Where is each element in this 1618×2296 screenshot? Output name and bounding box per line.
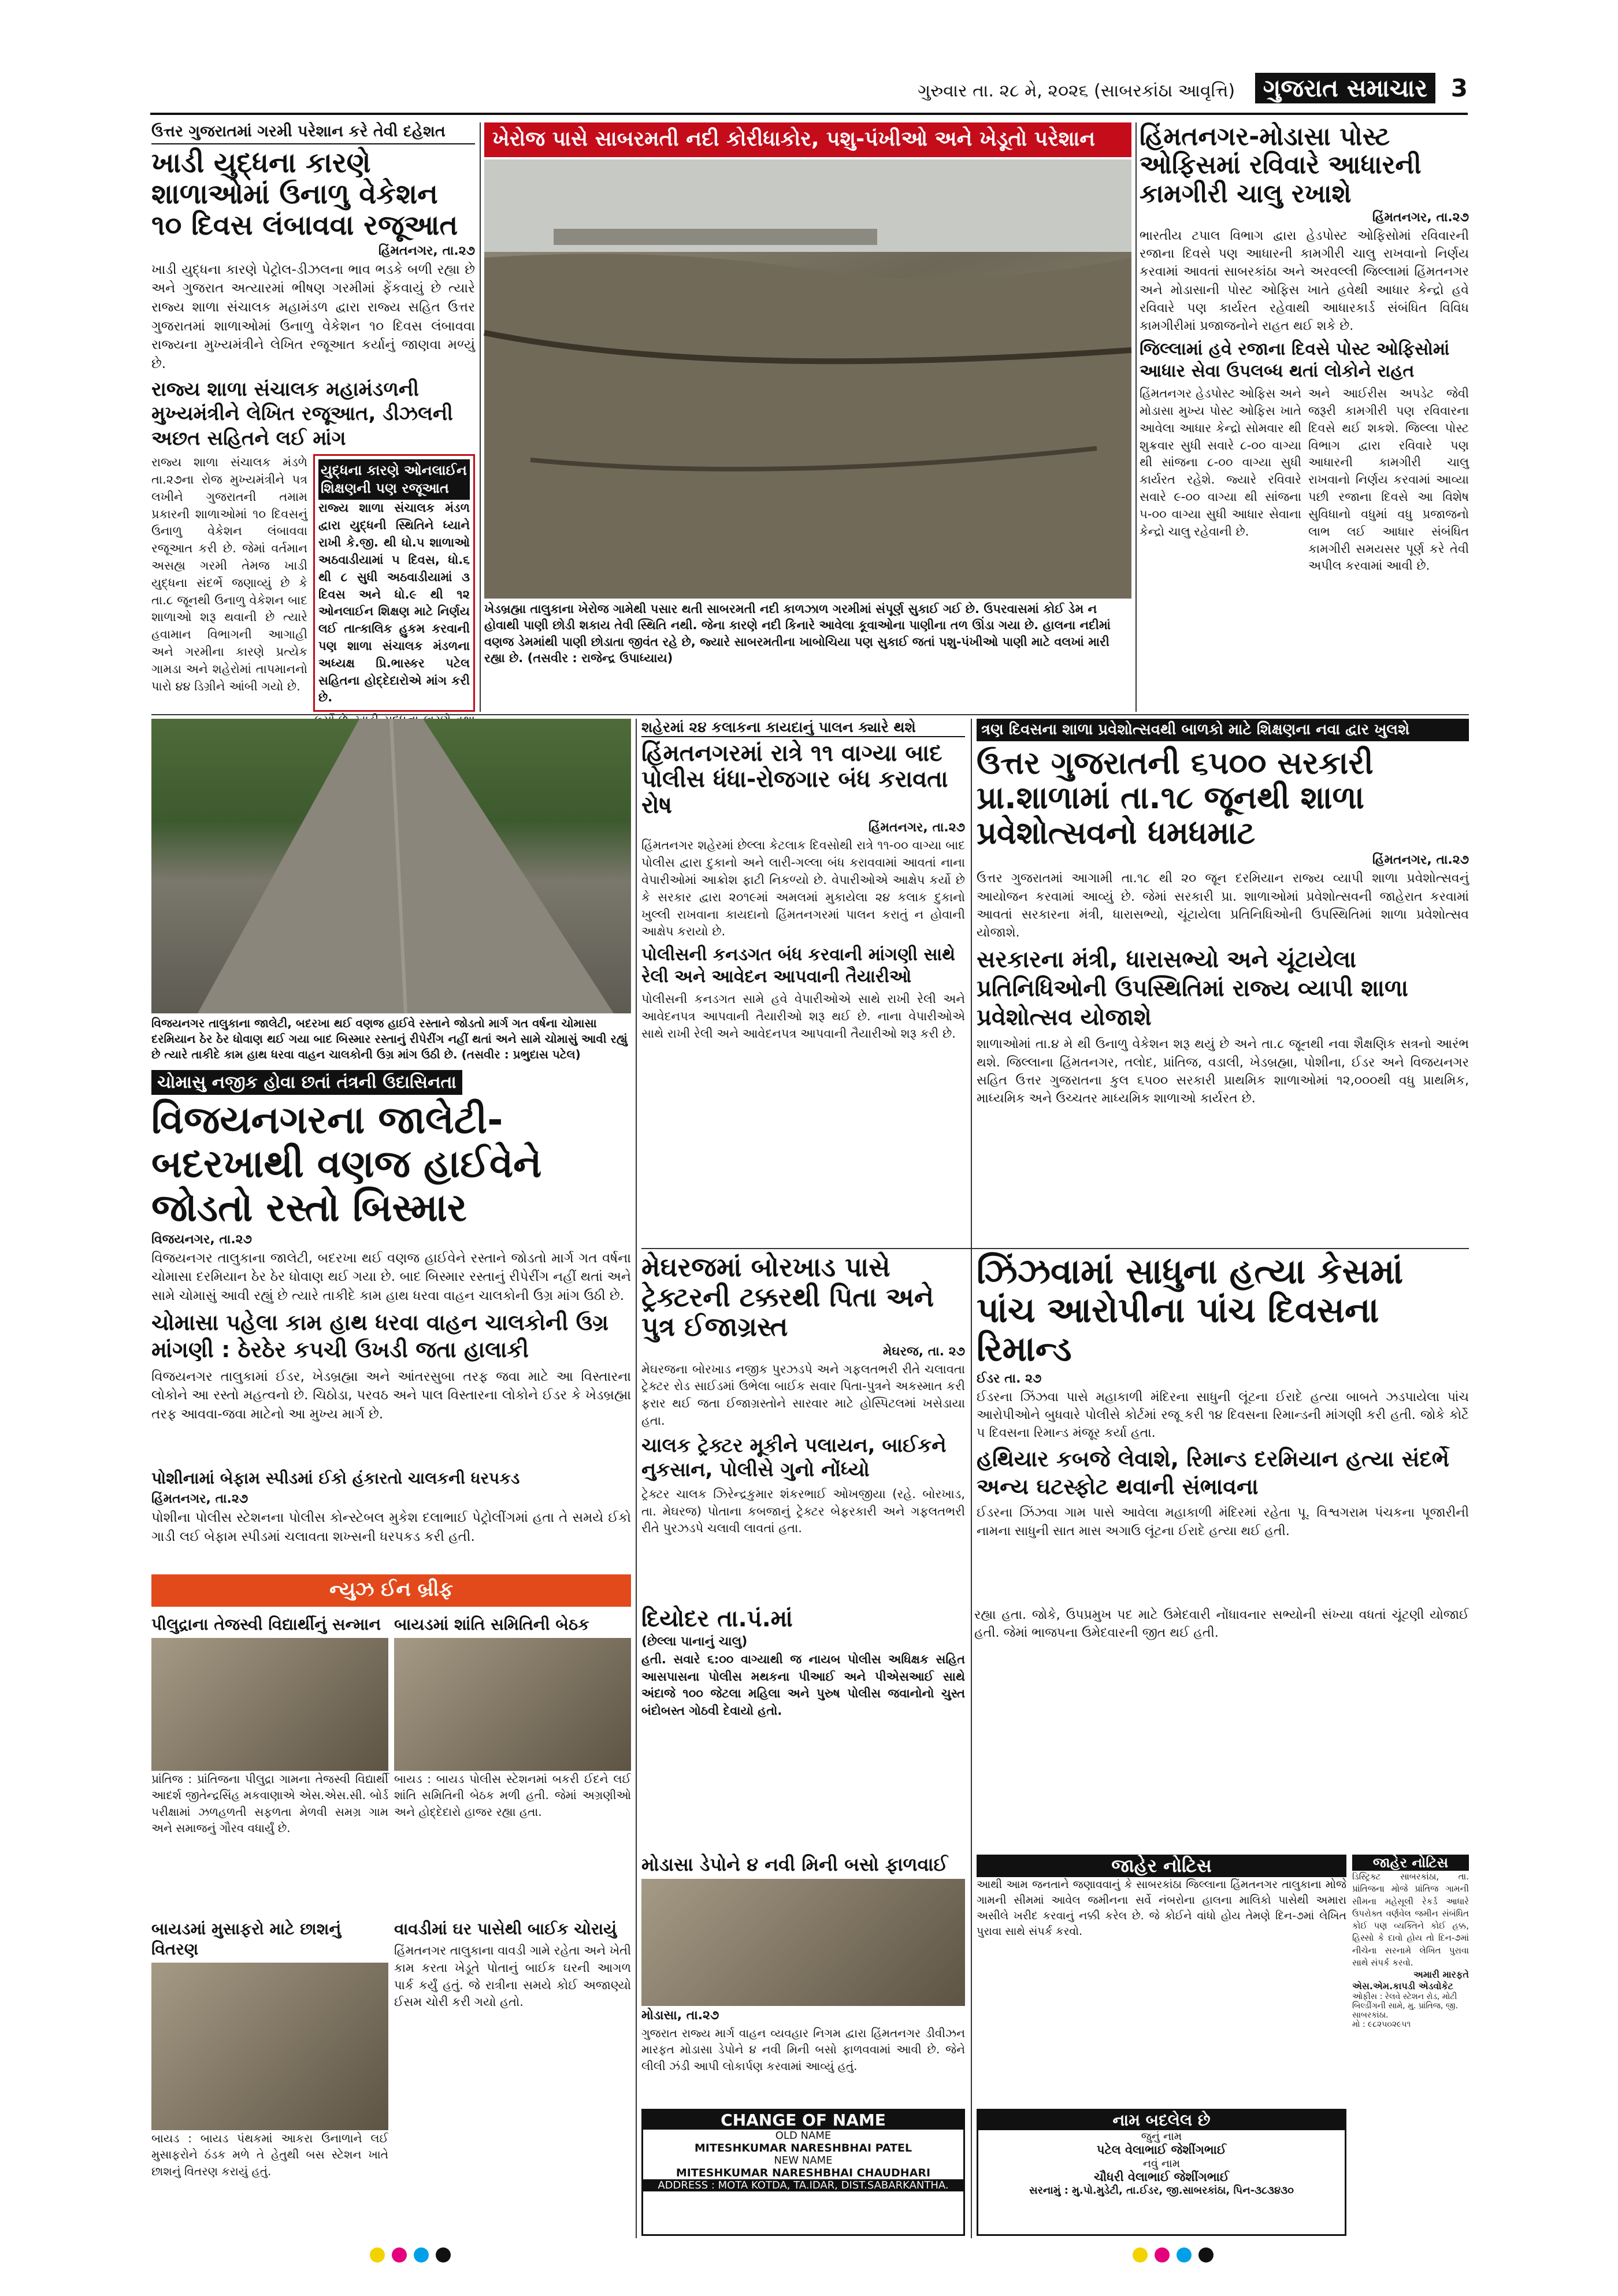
riverbed <box>484 254 1131 599</box>
brief-photo <box>151 1963 388 2130</box>
new-name: ચૌધરી વેલાભાઈ જેશીંગભાઈ <box>1093 2170 1230 2184</box>
old-label: જુનું નામ <box>1141 2130 1182 2143</box>
ad-change-of-name <box>641 2109 965 2236</box>
road <box>198 719 614 1013</box>
story-vacation <box>151 122 475 711</box>
road-illustration <box>151 719 631 1013</box>
body3: અને આઈરીસ અપડેટ જેવી જરૂરી કામગીરી પણ રવિવારના દિવસે થઈ શકશે. જિલ્લા પોસ્ટ વિભાગ દ્વારા રવિવારે પણ આધારની કામગીરી ચાલુ રાખવાનો નિર્ણય કરવામાં આવ્યા પછી રજાના દિવસે આ વિશેષ સુવિધાનો વધુમાં વધુ પ્રજાજનો લાભ લઈ આધાર સંબંધિત કામગીરી સમયસર પૂર્ણ કરે તેવી અપીલ કરવામાં આવી છે. <box>1308 387 1469 573</box>
body2: વિજયનગર તાલુકામાં ઈડર, ખેડબ્રહ્મા અને આંતરસુબા તરફ જવા માટે આ વિસ્તારના લોકોને આ રસ્તો મહત્વનો છે. ચિઠોડા, પરવઠ અને પાલ વિસ્તારના લોકોને ઈડર કે ખેડબ્રહ્મા તરફ આવવા-જવા માટેનો આ મુખ્ય માર્ગ છે. <box>151 1369 631 1422</box>
body: ખાડી યુદ્ધના કારણે પેટ્રોલ-ડીઝલના ભાવ ભડકે બળી રહ્યા છે અને ગુજરાત અત્યારમાં ભીષણ ગરમીમાં ફેંકવાયું છે ત્યારે રાજ્ય શાળા સંચાલક મહામંડળ દ્વારા રાજ્ય સહિત ઉત્તર ગુજરાતમાં શાળાઓમાં ઉનાળુ વેકેશન ૧૦ દિવસ લંબાવવા રાજ્યના મુખ્યમંત્રીને લેખિત રજૂઆત કર્યાનું જાણવા મળ્યું છે. <box>151 262 475 371</box>
road-caption <box>151 1016 631 1062</box>
story-post <box>1140 122 1469 711</box>
subhead: સરકારના મંત્રી, ધારાસભ્યો અને ચૂંટાયેલા પ્રતિનિધિઓની ઉપસ્થિતિમાં રાજ્ય વ્યાપી શાળા પ્રવેશોત્સવ યોજાશે <box>977 946 1408 1031</box>
notice-body: આથી આમ જનતાને જણાવવાનું કે સાબરકાંઠા જિલ્લાના હિંમતનગર તાલુકાના મોજે ગામની સીમમાં આવેલ જમીનના સર્વે નંબરોના હાલના માલિકો પાસેથી અમારા અસીલે ખરીદ કરવાનું નક્કી કરેલ છે. જે કોઈને વાંધો હોય તેમણે દિન-૭માં લેખિત પુરાવા સાથે સંપર્ક કરવો. <box>977 1878 1346 1938</box>
caption-text: વિજયનગર તાલુકાના જાલેટી, બદરખા થઈ વણજ હાઈવે રસ્તાને જોડતો માર્ગ ગત વર્ષના ચોમાસા દરમિયાન ઠેર ઠેર ધોવાણ થઈ ગયા બાદ બિસ્માર રસ્તાનું રીપેરીંગ નહીં થતાં અને સામે ચોમાસું આવી રહ્યું છે ત્યારે તાકીદે કામ હાથ ધરવા વાહન ચાલકોની ઉગ્ર માંગ ઉઠી છે. <box>151 1016 628 1061</box>
boxed-item <box>313 454 475 712</box>
story-diyodar <box>641 1606 1469 1849</box>
brief-item-4 <box>394 1915 631 2239</box>
banner-caption <box>484 601 1131 666</box>
dateline: હિંમતનગર, તા.૨૭ <box>868 820 965 835</box>
brief-photo <box>394 1638 631 1771</box>
kicker: ચોમાસુ નજીક હોવા છતાં તંત્રની ઉદાસિનતા <box>151 1070 462 1095</box>
banner-caption-block <box>484 601 1131 711</box>
headline: ઉત્તર ગુજરાતની ૬૫૦૦ સરકારી પ્રા.શાળામાં તા.૧૮ જૂનથી શાળા પ્રવેશોત્સવનો ધમધમાટ <box>977 745 1374 851</box>
bus-photo <box>641 1879 965 2006</box>
subhead: હથિયાર કબજે લેવાશે, રિમાન્ડ દરમિયાન હત્યા સંદર્ભે અન્ય ઘટસ્ફોટ થવાની સંભાવના <box>977 1446 1450 1499</box>
column-rule <box>971 719 972 2238</box>
notice-phone: મો : ૯૮૨૫૦૨૯૫૧ <box>1352 2020 1411 2030</box>
old-label: OLD NAME <box>775 2130 832 2142</box>
body2: પોલીસની કનડગત સામે હવે વેપારીઓએ સાથે રાખી રેલી અને આવેદનપત્ર આપવાની તૈયારીઓ શરૂ થઈ છે. નાના વેપારીઓએ સાથે રાખી રેલી અને આવેદનપત્ર આપવાની તૈયારીઓ શરૂ કરી છે. <box>641 992 965 1041</box>
subhead: ચોમાસા પહેલા કામ હાથ ધરવા વાહન ચાલકોની ઉગ્ર માંગણી : ઠેરઠેર કપચી ઉખડી જતા હાલાકી <box>151 1309 609 1363</box>
brief-title: બાયડમાં મુસાફરો માટે છાશનું વિતરણ <box>151 1919 342 1959</box>
headline: વિજયનગરના જાલેટી-બદરખાથી વણજ હાઈવેને જોડતો રસ્તો બિસ્માર <box>151 1098 542 1230</box>
story-police <box>151 1465 631 1569</box>
brief-title: પીલુદ્રાના તેજસ્વી વિદ્યાર્થીનું સન્માન <box>151 1615 381 1634</box>
ad-name-changed <box>977 2109 1346 2236</box>
brief-body: હિંમતનગર તાલુકાના વાવડી ગામે રહેતા અને ખેતી કામ કરતા ખેડૂતે પોતાનું બાઈક ઘરની આગળ પાર્ક કર્યું હતું. જે રાત્રીના સમયે કોઈ અજાણ્યો ઈસમ ચોરી કરી ગયો હતો. <box>394 1944 632 2009</box>
headline: હિંમતનગર-મોડાસા પોસ્ટ ઓફિસમાં રવિવારે આધારની કામગીરી ચાલુ રખાશે <box>1140 122 1422 209</box>
ad-address: સરનામું : મુ.પો.મુડેટી, તા.ઈડર, જી.સાબરકાંઠા, પિન-૩૮૩૪૩૦ <box>1029 2184 1294 2197</box>
photo-credit: (તસવીર : રાજેન્દ્ર ઉપાધ્યાય) <box>527 651 673 666</box>
registration-marks-left <box>370 2247 451 2262</box>
brief-caption: બાયડ : બાયડ પંથકમાં આકરા ઉનાળાને લઈ મુસાફરોને ઠંડક મળે તે હેતુથી બસ સ્ટેશન ખાતે છાશનું વિતરણ કરાયું હતું. <box>151 2131 388 2178</box>
body: હિંમતનગર શહેરમાં છેલ્લા કેટલાક દિવસોથી રાત્રે ૧૧-૦૦ વાગ્યા બાદ પોલીસ દ્વારા દુકાનો અને લારી-ગલ્લા બંધ કરાવવામાં આવતાં નાના વેપારીઓમાં આક્રોશ ફાટી નિકળ્યો છે. વેપારીઓએ આક્ષેપ કર્યો છે કે સરકાર દ્વારા ૨૦૧૯માં અમલમાં મુકાયેલા ૨૪ કલાક દુકાનો ખુલ્લી રાખવાના કાયદાનો હિંમતનગરમાં પાલન કરાતું ન હોવાની આક્ષેપ કરાયો છે. <box>641 838 965 939</box>
section-rule <box>641 1248 1469 1249</box>
masthead-date: ગુરુવાર તા. ૨૮ મે, ૨૦૨૬ (સાબરકાંઠા આવૃત્તિ) <box>918 81 1235 101</box>
headline: પોશીનામાં બેફામ સ્પીડમાં ઈકો હંકારતો ચાલકની ધરપકડ <box>151 1469 520 1488</box>
header-rule <box>150 113 1468 115</box>
yellow-dot <box>1133 2247 1148 2262</box>
headline: મોડાસા ડેપોને ૪ નવી મિની બસો ફાળવાઈ <box>641 1853 948 1875</box>
dateline: મોડાસા, તા.૨૭ <box>641 2008 719 2023</box>
notice-address: ઓફીસ : રેલવે સ્ટેશન રોડ, મોટી બિલ્ડીંગની સામે, મુ. પ્રાંતિજ, જી. સાબરકાંઠા. <box>1352 1992 1458 2020</box>
headline: મેઘરજમાં બોરખાડ પાસે ટ્રેક્ટરની ટક્કરથી પિતા અને પુત્ર ઈજાગ્રસ્ત <box>641 1251 934 1343</box>
public-notice-1 <box>977 1855 1346 2103</box>
banner-title: ખેરોજ પાસે સાબરમતી નદી કોરીધાકોર, પશુ-પંખીઓ અને ખેડૂતો પરેશાન <box>484 122 1131 157</box>
riverbed-photo <box>484 159 1131 599</box>
headline: હિંમતનગરમાં રાત્રે ૧૧ વાગ્યા બાદ પોલીસ ધંધા-રોજગાર બંધ કરાવતા રોષ <box>641 740 948 819</box>
photo-credit: (તસવીર : પ્રભુદાસ પટેલ) <box>461 1047 581 1061</box>
body: ઈડરના ઝિંઝવા પાસે મહાકાળી મંદિરના સાધુની લૂંટના ઈરાદે હત્યા બાબતે ઝડપાયેલા પાંચ આરોપીઓને બુધવારે પોલીસે કોર્ટમાં રજૂ કરી ૧૪ દિવસના રિમાન્ડની માંગણી કરી હતી. જોકે કોર્ટે ૫ દિવસના રિમાન્ડ મંજૂર કર્યા હતા. <box>977 1390 1469 1441</box>
column-rule <box>1135 122 1137 712</box>
body2: ઈડરના ઝિંઝવા ગામ પાસે આવેલા મહાકાળી મંદિરમાં રહેતા પૂ. વિશ્વગરામ પંચકના પૂજારીની નામના સાધુની સાત માસ અગાઉ લૂંટના ઈરાદે હત્યા થઈ હતી. <box>977 1506 1469 1539</box>
new-name: MITESHKUMAR NARESHBHAI CHAUDHARI <box>676 2167 931 2179</box>
dateline: હિંમતનગર, તા.૨૭ <box>1372 210 1469 225</box>
brief-title: બાયડમાં શાંતિ સમિતિની બેઠક <box>394 1615 589 1634</box>
kicker: ત્રણ દિવસના શાળા પ્રવેશોત્સવથી બાળકો માટે શિક્ષણના નવા દ્વાર ખુલશે <box>977 719 1469 741</box>
magenta-dot <box>392 2247 407 2262</box>
column-rule <box>480 122 481 712</box>
dateline: ઈડર તા. ૨૭ <box>977 1371 1042 1386</box>
dateline: હિંમતનગર, તા.૨૭ <box>378 243 475 258</box>
notice-title: જાહેર નોટિસ <box>1352 1855 1469 1871</box>
news-brief-label: ન્યુઝ ઈન બ્રીફ <box>151 1574 631 1607</box>
ad-address: ADDRESS : MOTA KOTDA, TA.IDAR, DIST.SABARKANTHA. <box>643 2179 963 2191</box>
masthead <box>890 74 1468 109</box>
body: ગુજરાત રાજ્ય માર્ગ વાહન વ્યવહાર નિગમ દ્વારા હિંમતનગર ડીવીઝન મારફત મોડાસા ડેપોને ૪ નવી મિની બસો ફાળવવામાં આવી છે. જેને લીલી ઝંડી આપી લોકાર્પણ કરવામાં આવ્યું હતું. <box>641 2026 965 2073</box>
dateline: વિજયનગર, તા.૨૭ <box>151 1232 252 1247</box>
headline: દિયોદર તા.પં.માં <box>641 1606 793 1632</box>
page-number: 3 <box>1450 74 1468 102</box>
story-sadhu <box>977 1251 1469 1539</box>
story-tractor <box>641 1253 965 1599</box>
yellow-dot <box>370 2247 385 2262</box>
brief-caption: પ્રાંતિજ : પ્રાંતિજના પીલુદ્રા ગામના તેજસ્વી વિદ્યાર્થી આદર્શ જીતેન્દ્રસિંહ મકવાણાએ એસ.એસ.સી. બોર્ડ પરીક્ષામાં ઝળહળતી સફળતા મેળવી સમગ્ર ગામ અને સમાજનું ગૌરવ વધાર્યું છે. <box>151 1772 388 1836</box>
body2: હિંમતનગર હેડપોસ્ટ ઓફિસ અને મોડાસા મુખ્ય પોસ્ટ ઓફિસ ખાતે આવેલા આધાર કેન્દ્રો સોમવાર થી શુક્રવાર સુધી સવારે ૮-૦૦ વાગ્યા થી સાંજના ૮-૦૦ વાગ્યા સુધી કાર્યરત રહેશે. જ્યારે રવિવારે સવારે ૯-૦૦ વાગ્યા થી સાંજના ૫-૦૦ વાગ્યા સુધી આધાર સેવાના કેન્દ્રો ચાલુ રહેવાની છે. <box>1140 387 1301 538</box>
public-notice-2 <box>1352 1855 1469 2236</box>
notice-signoff: અમારી મારફતે <box>1413 1969 1469 1981</box>
body2: ટ્રેક્ટર ચાલક ઝિરેન્દ્રકુમાર શંકરભાઈ ઓખજીયા (રહે. બોરખાડ, તા. મેઘરજ) પોતાના કબજાનું ટ્રેક્ટર બેફરકારી અને ગફલતભરી રીતે પુરઝડપે ચલાવી લાવતાં હતા. <box>641 1487 965 1536</box>
body: પોશીના પોલીસ સ્ટેશનના પોલીસ કોન્સ્ટેબલ મુકેશ દલાભાઈ પેટ્રોલીંગમાં હતા તે સમયે ઈકો ગાડી લઈ બેફામ સ્પીડમાં ચલાવતા શખ્સની ધરપકડ કરી હતી. <box>151 1510 631 1544</box>
subhead: જિલ્લામાં હવે રજાના દિવસે પોસ્ટ ઓફિસોમાં આધાર સેવા ઉપલબ્ધ થતાં લોકોને રાહત <box>1140 339 1450 381</box>
kicker: શહેરમાં ૨૪ કલાકના કાયદાનું પાલન ક્યારે થશે <box>641 719 965 737</box>
dateline: હિંમતનગર, તા.૨૭ <box>151 1492 248 1506</box>
boxed-body: રાજ્ય શાળા સંચાલક મંડળ દ્વારા યુદ્ધની સ્થિતિને ધ્યાને રાખી કે.જી. થી ધો.૫ શાળાઓ અઠવાડીયામાં ૫ દિવસ, ધો.૬ થી ૮ સુધી અઠવાડીયામાં ૩ દિવસ અને ધો.૯ થી ૧૨ ઓનલાઈન શિક્ષણ માટે નિર્ણય લઈ તાત્કાલિક હુકમ કરવાની પણ શાળા સંચાલક મંડળના અધ્યક્ષ પ્રિ.ભાસ્કર પટેલ સહિતના હોદ્દેદારોએ માંગ કરી છે. <box>318 501 470 705</box>
body: ભારતીય ટપાલ વિભાગ દ્વારા હેડપોસ્ટ ઓફિસોમાં રવિવારની રજાના દિવસે પણ આધારની કામગીરી ચાલુ રાખવાનો નિર્ણય કરવામાં આવતાં સાબરકાંઠા અને અરવલ્લી જિલ્લામાં હિંમતનગર અને મોડાસાની પોસ્ટ ઓફિસ ખાતે હવેથી આધાર કેન્દ્રો હવે રવિવારે પણ કાર્યરત રહેવાથી આધારકાર્ડ સંબંધિત વિવિધ કામગીરીમાં પ્રજાજનોને રાહત થઈ શકે છે. <box>1140 228 1469 333</box>
brief-item-2 <box>394 1611 631 1911</box>
new-label: નવું નામ <box>1142 2157 1181 2170</box>
registration-marks-right <box>1133 2247 1214 2262</box>
black-dot <box>436 2247 451 2262</box>
magenta-dot <box>1155 2247 1170 2262</box>
ad-title: નામ બદલેલ છે <box>978 2111 1345 2130</box>
notice-body: ડિસ્ટ્રિક્ટ સાબરકાંઠા, તા. પ્રાંતિજના મોજે પ્રાંતિજ ગામની સીમના મહેસૂલી રેકર્ડ આધારે ઉપરોક્ત વર્ણવેલ જમીન સંબંધિત કોઈ પણ વ્યક્તિને કોઈ હક્ક, હિસ્સો કે દાવો હોય તો દિન-૭માં નીચેના સરનામે લેખિત પુરાવા સાથે સંપર્ક કરવો. <box>1352 1871 1469 1968</box>
brief-photo <box>151 1638 388 1771</box>
riverbed-illustration <box>484 159 1131 599</box>
body: મેઘરજના બોરખાડ નજીક પુરઝડપે અને ગફલતભરી રીતે ચલાવતા ટ્રેક્ટર રોડ સાઈડમાં ઉભેલા બાઈક સવાર પિતા-પુત્રને અકસ્માત કરી ફરાર થઈ જતા ઈજાગ્રસ્તોને સારવાર માટે હોસ્પિટલમાં ખસેડાયા હતા. <box>641 1362 965 1428</box>
road-photo <box>151 719 631 1013</box>
caption-text: ખેડબ્રહ્મા તાલુકાના ખેરોજ ગામેથી પસાર થતી સાબરમતી નદી કાળઝાળ ગરમીમાં સંપૂર્ણ સુકાઈ ગઈ છે. ઉપરવાસમાં કોઈ ડેમ ન હોવાથી પાણી છોડી શકાય તેવી સ્થિતિ નથી. જેના કારણે નદી કિનારે આવેલા કૂવાઓના પાણીના તળ ઊંડા ગયા છે. હાલના નદીમાં વણજ ડેમમાંથી પાણી છોડાતા જીવંત રહે છે, જ્યારે સાબરમતીના ખાબોચિયા પણ સુકાઈ જતાં પશુ-પંખીઓ પાણી માટે વલખાં મારી રહ્યા છે. <box>484 602 1111 666</box>
cyan-dot <box>414 2247 429 2262</box>
body: વિજયનગર તાલુકાના જાલેટી, બદરખા થઈ વણજ હાઈવેને રસ્તાને જોડતો માર્ગ ગત વર્ષના ચોમાસા દરમિયાન ઠેર ઠેર ધોવાણ થઈ ગયા છે. બાદ બિસ્માર રસ્તાનું રીપેરીંગ નહીં થતાં અને સામે ચોમાસું આવી રહ્યું છે ત્યારે તાકીદે કામ હાથ ધરવા વાહન ચાલકોની ઉગ્ર માંગ ઉઠી છે. <box>151 1250 631 1303</box>
body2: રહ્યા હતા. જોકે, ઉપપ્રમુખ પદ માટે ઉમેદવારી નોંધાવનાર સભ્યોની સંખ્યા વધતાં ચૂંટણી યોજાઈ હતી. જેમાં ભાજપના ઉમેદવારની જીત થઈ હતી. <box>974 1608 1469 1641</box>
body: હતી. સવારે ૬:૦૦ વાગ્યાથી જ નાયબ પોલીસ અધિક્ષક સહિત આસપાસના પોલીસ મથકના પીઆઈ અને પીએસઆઈ સાથે અંદાજે ૧૦૦ જેટલા મહિલા અને પુરુષ પોલીસ જવાનોનો ચુસ્ત બંદોબસ્ત ગોઠવી દેવાયો હતો. <box>641 1652 965 1718</box>
body2: શાળાઓમાં તા.૪ મે થી ઉનાળુ વેકેશન શરૂ થયું છે અને તા.૮ જૂનથી નવા શૈક્ષણિક સત્રનો આરંભ થશે. જિલ્લાના હિંમતનગર, તલોદ, પ્રાંતિજ, વડાલી, ખેડબ્રહ્મા, પોશીના, ઈડર અને વિજયનગર સહિત ઉત્તર ગુજરાતના કુલ ૬૫૦૦ સરકારી પ્રાથમિક શાળાઓમાં ૧૨,૦૦૦થી વધુ પ્રાથમિક, માધ્યમિક અને ઉચ્ચતર માધ્યમિક શાળાઓ કાર્યરત છે. <box>977 1037 1469 1106</box>
body: ઉત્તર ગુજરાતમાં આગામી તા.૧૮ થી ૨૦ જૂન દરમિયાન રાજ્ય વ્યાપી શાળા પ્રવેશોત્સવનું આયોજન કરવામાં આવ્યું છે. જેમાં સરકારી પ્રા. શાળાઓમાં પ્રવેશોત્સવની જાહેરાત કરવામાં આવતાં સરકારના મંત્રી, ધારાસભ્યો, ચૂંટાયેલા પ્રતિનિધિઓની ઉપસ્થિતિમાં શાળા પ્રવેશોત્સવ યોજાશે. <box>977 871 1469 941</box>
boxed-title: યુદ્ધના કારણે ઓનલાઈન શિક્ષણની પણ રજૂઆત <box>318 459 470 500</box>
body2: રાજ્ય શાળા સંચાલક મંડળે તા.૨૭ના રોજ મુખ્યમંત્રીને પત્ર લખીને ગુજરાતની તમામ પ્રકારની શાળાઓમાં ૧૦ દિવસનું ઉનાળુ વેકેશન લંબાવવા રજૂઆત કરી છે. જેમાં વર્તમાન અસહ્ય ગરમી તેમજ ખાડી યુદ્ધના સંદર્ભે જણાવ્યું છે કે તા.૮ જૂનથી ઉનાળુ વેકેશન બાદ શાળાઓ શરૂ થવાની છે ત્યારે હવામાન વિભાગની આગાહી અને ગરમીના કારણે પ્રત્યેક ગામડા અને શહેરોમાં તાપમાનનો પારો ૪૪ ડિગ્રીને આંબી ગયો છે. <box>151 455 307 693</box>
brief-item-3 <box>151 1915 388 2239</box>
dateline: મેઘરજ, તા. ૨૭ <box>882 1344 965 1359</box>
ad-title: CHANGE OF NAME <box>643 2111 963 2130</box>
brief-caption: બાયડ : બાયડ પોલીસ સ્ટેશનમાં બકરી ઈદને લઈ શાંતિ સમિતિની બેઠક મળી હતી. જેમાં અગ્રણીઓ અને હોદ્દેદારો હાજર રહ્યા હતા. <box>394 1772 631 1819</box>
notice-advocate: એસ.એમ.કાપડી એડવોકેટ <box>1352 1981 1453 1992</box>
old-name: પટેલ વેલાભાઈ જેશીંગભાઈ <box>1096 2143 1227 2157</box>
story-road <box>151 1070 631 1463</box>
bridge <box>554 229 877 245</box>
notice-title: જાહેર નોટિસ <box>977 1855 1346 1877</box>
black-dot <box>1198 2247 1214 2262</box>
subhead: પોલીસની કનડગત બંધ કરવાની માંગણી સાથે રેલી અને આવેદન આપવાની તૈયારીઓ <box>641 945 956 987</box>
story-bus <box>641 1855 965 2103</box>
road-caption-block <box>151 1016 631 1068</box>
dateline: હિંમતનગર, તા.૨૭ <box>1372 853 1469 868</box>
kicker: ઉત્તર ગુજરાતમાં ગરમી પરેશાન કરે તેવી દહેશત <box>151 122 475 144</box>
headline: ખાડી યુદ્ધના કારણે શાળાઓમાં ઉનાળુ વેકેશન ૧૦ દિવસ લંબાવવા રજૂઆત <box>151 147 458 242</box>
story-school <box>977 719 1469 1244</box>
masthead-paper: ગુજરાત સમાચાર <box>1255 73 1435 103</box>
subhead: ચાલક ટ્રેક્ટર મૂકીને પલાયન, બાઈકને નુકસાન, પોલીસે ગુનો નોંધ્યો <box>641 1433 947 1482</box>
story-market <box>641 719 965 1244</box>
subhead: રાજ્ય શાળા સંચાલક મહામંડળની મુખ્યમંત્રીને લેખિત રજૂઆત, ડીઝલની અછત સહિતને લઈ માંગ <box>151 377 453 450</box>
new-label: NEW NAME <box>774 2154 833 2167</box>
headline: ઝિંઝવામાં સાધુના હત્યા કેસમાં પાંચ આરોપીના પાંચ દિવસના રિમાન્ડ <box>977 1251 1404 1370</box>
old-name: MITESHKUMAR NARESHBHAI PATEL <box>694 2142 912 2154</box>
brief-title: વાવડીમાં ઘર પાસેથી બાઈક ચોરાયું <box>394 1919 617 1938</box>
cyan-dot <box>1177 2247 1192 2262</box>
column-rule <box>636 719 637 2238</box>
section-rule <box>151 714 1469 715</box>
brief-item-1 <box>151 1611 388 1911</box>
subline: (છેલ્લા પાનાનું ચાલુ) <box>641 1634 748 1649</box>
